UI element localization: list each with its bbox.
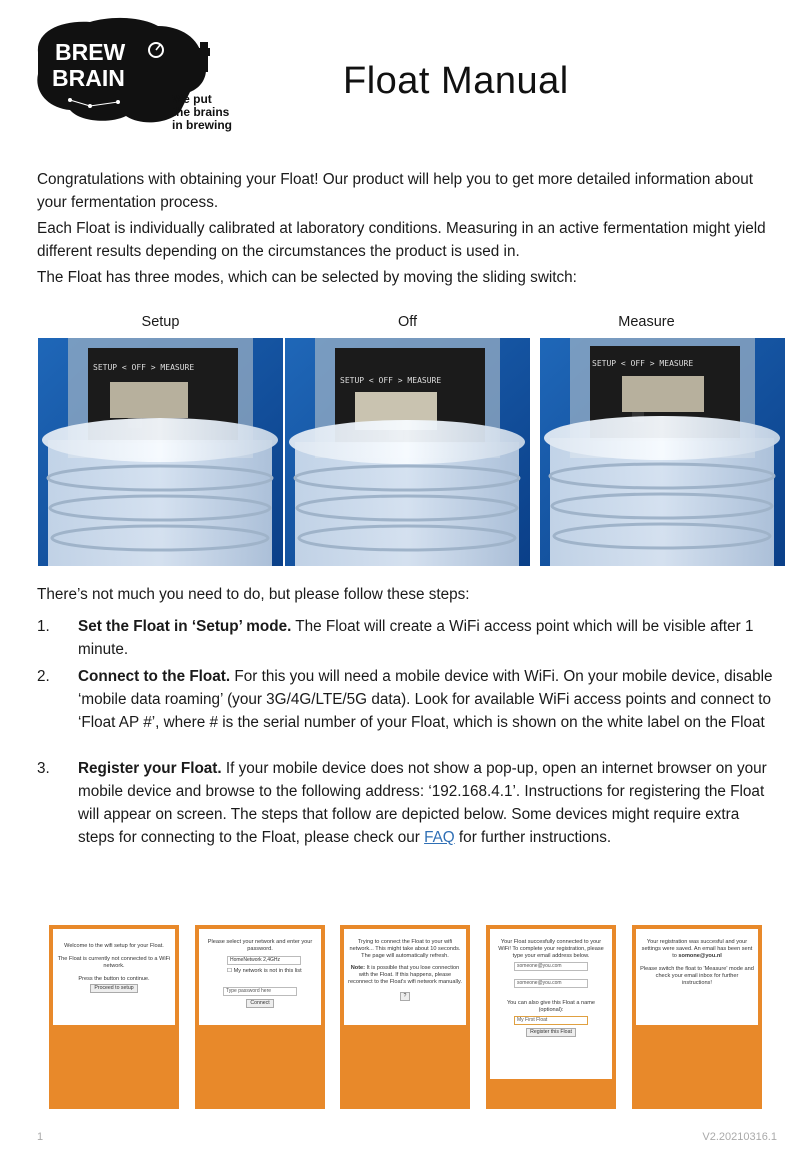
- screen-text: The Float is currently not connected to a WiFi network.: [57, 956, 171, 969]
- checkbox-label: My network is not in this list: [233, 968, 302, 974]
- step-text: The Float will create a WiFi access point which will be visible after 1 minute.: [78, 618, 754, 658]
- logo-text-brew: BREW: [55, 39, 126, 65]
- logo-tagline-2: the brains: [172, 105, 230, 119]
- screen-note: It is possible that you lose connection with the Float. If this happens, please reconnect to the Float's wifi network manually.: [348, 965, 462, 985]
- step-text: If your mobile device does not show a pop-up, open an internet browser on your mobile device and browse to the following address: ‘192.168.4.1’. Instructions for registering the Float will appear on screen. The steps that follow are depicted below. Some devices might require extra steps for connecting to the Float, please check our: [78, 760, 767, 846]
- step-1: [37, 615, 777, 661]
- step-title: Connect to the Float.: [78, 668, 231, 685]
- step-text-after: for further instructions.: [454, 829, 612, 846]
- intro-paragraph-1: Congratulations with obtaining your Float! Our product will help you to get more detailed information about your fermentation process.: [37, 171, 753, 211]
- screen-text: Your registration was succesful and your settings were saved. An email has been sent to: [641, 939, 753, 959]
- registered-email: somone@you.nl: [678, 953, 722, 959]
- page-title: Float Manual: [343, 60, 569, 102]
- step-number: 3.: [37, 760, 50, 777]
- logo-tagline-3: in brewing: [172, 118, 232, 132]
- screen-welcome: [49, 925, 179, 1109]
- screen-connecting: [340, 925, 470, 1109]
- screen-text: Trying to connect the Float to your wifi network... This might take about 10 seconds. The page will automatically refresh.: [349, 939, 461, 959]
- screen-text: Please switch the float to 'Measure' mode and check your email inbox for further instructions!: [640, 966, 754, 986]
- mode-label-setup: Setup: [141, 314, 180, 330]
- step-number: 2.: [37, 668, 50, 685]
- logo-text-brain: BRAIN: [52, 65, 125, 91]
- screen-text: Press the button to continue.: [78, 976, 150, 982]
- version-label: V2.20210316.1: [702, 1131, 777, 1143]
- float-name-input[interactable]: My First Float: [514, 1016, 588, 1025]
- screen-text: Welcome to the wifi setup for your Float.: [64, 943, 164, 949]
- mode-label-off: Off: [397, 314, 418, 330]
- network-select[interactable]: HomeNetwork 2,4GHz: [227, 956, 301, 965]
- note-label: Note:: [350, 965, 366, 971]
- faq-link[interactable]: FAQ: [424, 829, 455, 846]
- screen-text: You can also give this Float a name (optional):: [506, 1000, 596, 1013]
- screen-select-network: [195, 925, 325, 1109]
- switch-label-setup: SETUP < OFF > MEASURE: [93, 363, 195, 372]
- refresh-button[interactable]: ?: [400, 992, 411, 1001]
- step-3: [37, 757, 777, 849]
- step-title: Register your Float.: [78, 760, 222, 777]
- logo-tagline-1: We put: [172, 92, 212, 106]
- brew-brain-logo: [30, 12, 240, 137]
- email-confirm-input[interactable]: someone@you.com: [514, 979, 588, 988]
- float-photo-setup: [38, 338, 283, 566]
- step-2: [37, 665, 777, 734]
- float-photo-measure: [540, 338, 785, 566]
- switch-label-off: SETUP < OFF > MEASURE: [340, 376, 442, 385]
- steps-intro: There’s not much you need to do, but please follow these steps:: [37, 586, 470, 603]
- email-input[interactable]: someone@you.com: [514, 962, 588, 971]
- screen-text: Your Float succesfully connected to your WiFi! To complete your registration, please type your email address below.: [498, 939, 604, 959]
- register-float-button[interactable]: Register this Float: [526, 1028, 576, 1037]
- switch-label-measure: SETUP < OFF > MEASURE: [592, 359, 694, 368]
- mode-label-measure: Measure: [618, 314, 675, 330]
- screen-text: Please select your network and enter your password.: [207, 939, 313, 952]
- step-text: For this you will need a mobile device with WiFi. On your mobile device, disable ‘mobile data roaming’ (your 3G/4G/LTE/5G data). Look for available WiFi access points and connect to ‘Float AP #’, where # is the serial number of your Float, which is shown on the white label on the Float: [78, 668, 773, 731]
- connect-button[interactable]: Connect: [246, 999, 273, 1008]
- intro-paragraph-2: Each Float is individually calibrated at laboratory conditions. Measuring in an active fermentation might yield different results depending on the circumstances the product is used in.: [37, 220, 766, 260]
- intro-paragraph-3: The Float has three modes, which can be selected by moving the sliding switch:: [37, 269, 577, 286]
- step-number: 1.: [37, 618, 50, 635]
- network-not-listed-checkbox[interactable]: ☐ My network is not in this list: [227, 968, 302, 974]
- password-input[interactable]: Type password here: [223, 987, 297, 996]
- screen-registered: [632, 925, 762, 1109]
- page-number: 1: [37, 1131, 44, 1143]
- proceed-to-setup-button[interactable]: Proceed to setup: [90, 984, 137, 993]
- screen-register: [486, 925, 616, 1109]
- float-photo-off: [285, 338, 530, 566]
- step-title: Set the Float in ‘Setup’ mode.: [78, 618, 292, 635]
